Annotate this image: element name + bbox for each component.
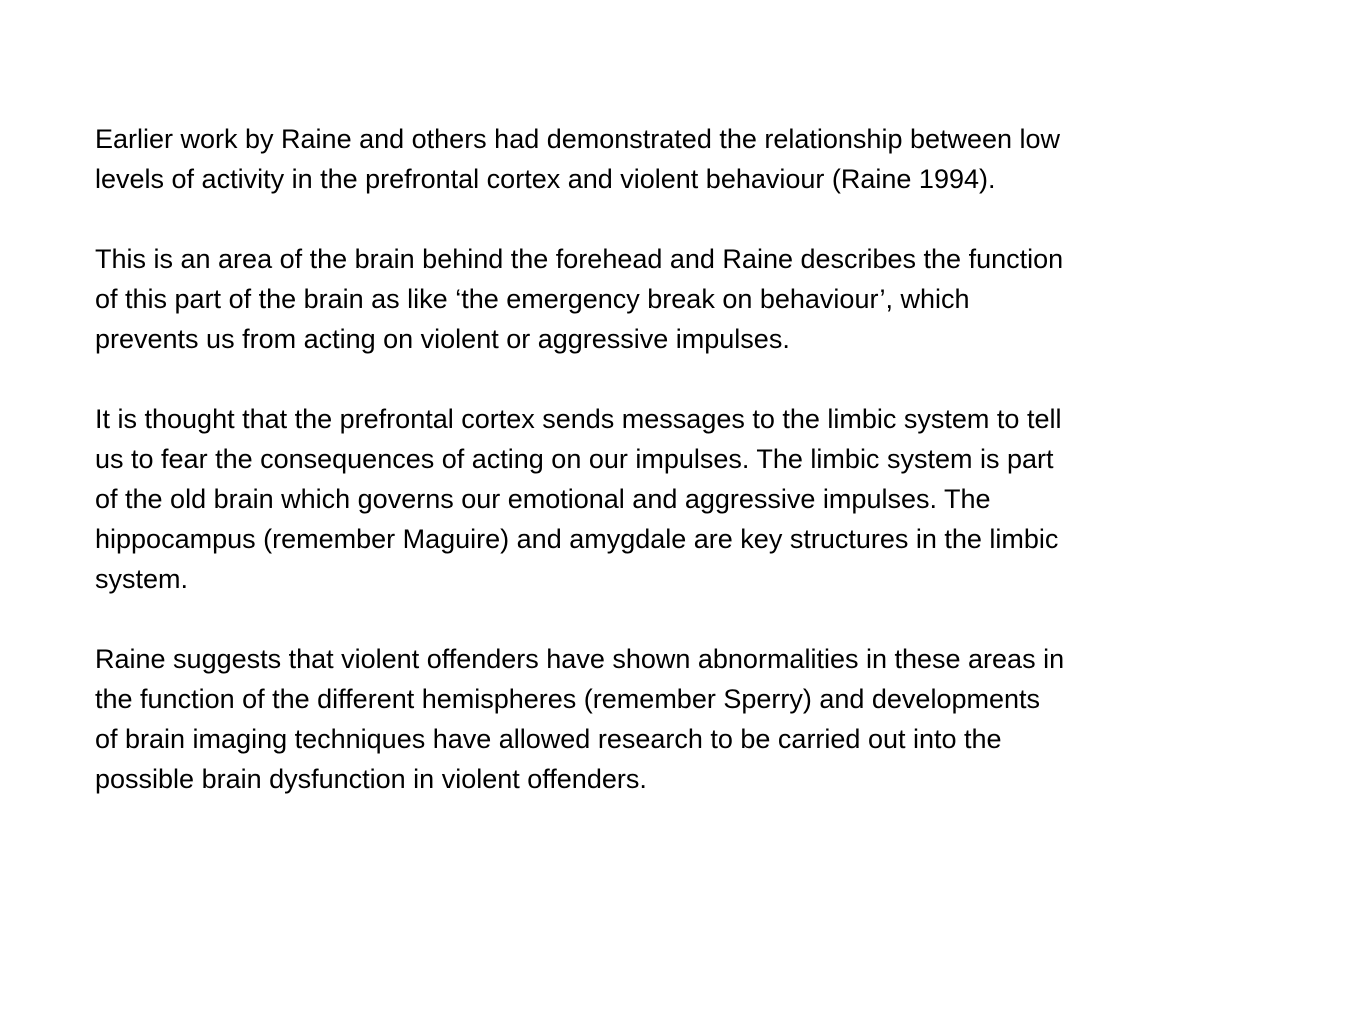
paragraph-line: us to fear the consequences of acting on our impulses. The limbic system is part bbox=[95, 444, 1054, 474]
paragraph-line: Earlier work by Raine and others had demonstrated the relationship between low bbox=[95, 124, 1061, 154]
paragraph-spacer bbox=[95, 199, 1225, 239]
paragraph-line: This is an area of the brain behind the forehead and Raine describes the function bbox=[95, 244, 1064, 274]
paragraph-limbic-system bbox=[95, 399, 1225, 599]
paragraph-line: It is thought that the prefrontal cortex sends messages to the limbic system to tell bbox=[95, 404, 1062, 434]
paragraph-spacer bbox=[95, 599, 1225, 639]
paragraph-spacer bbox=[95, 359, 1225, 399]
paragraph-line: levels of activity in the prefrontal cortex and violent behaviour (Raine 1994). bbox=[95, 164, 996, 194]
paragraph-line: possible brain dysfunction in violent offenders. bbox=[95, 764, 647, 794]
paragraph-line: the function of the different hemispheres (remember Sperry) and developments bbox=[95, 684, 1040, 714]
paragraph-line: Raine suggests that violent offenders have shown abnormalities in these areas in bbox=[95, 644, 1065, 674]
paragraph-brain-imaging bbox=[95, 639, 1225, 799]
paragraph-line: of the old brain which governs our emotional and aggressive impulses. The bbox=[95, 484, 991, 514]
paragraph-line: of brain imaging techniques have allowed research to be carried out into the bbox=[95, 724, 1002, 754]
paragraph-prefrontal-activity bbox=[95, 119, 1225, 199]
paragraph-line: prevents us from acting on violent or aggressive impulses. bbox=[95, 324, 790, 354]
paragraph-line: hippocampus (remember Maguire) and amygdale are key structures in the limbic bbox=[95, 524, 1059, 554]
paragraph-line: of this part of the brain as like ‘the emergency break on behaviour’, which bbox=[95, 284, 970, 314]
slide-body-text bbox=[95, 119, 1225, 799]
paragraph-emergency-brake bbox=[95, 239, 1225, 359]
paragraph-line: system. bbox=[95, 564, 189, 594]
